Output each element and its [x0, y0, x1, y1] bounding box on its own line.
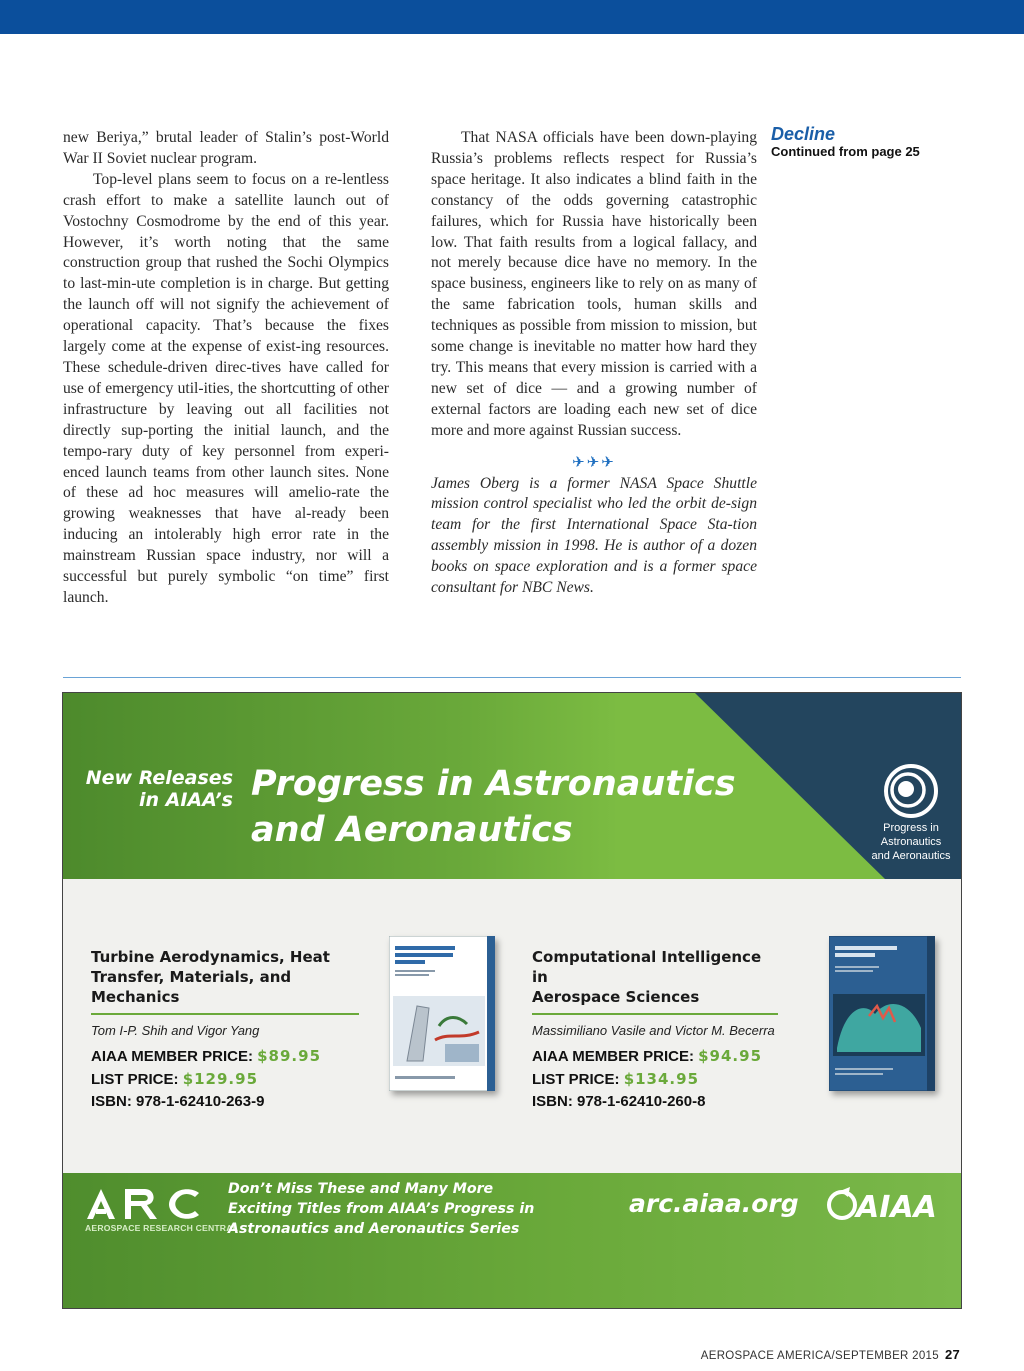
continuation-subtitle: Continued from page 25 — [771, 144, 920, 159]
book-authors: Massimiliano Vasile and Victor M. Becerra — [532, 1023, 775, 1038]
ad-series-title-line: Progress in Astronautics — [251, 764, 736, 804]
continuation-title: Decline — [771, 124, 836, 144]
ad-books-panel — [63, 879, 961, 1173]
ad-kicker-line: New Releases — [85, 767, 233, 789]
advertisement — [62, 692, 962, 1309]
ad-banner — [63, 693, 961, 879]
aiaa-logo-icon[interactable] — [826, 1187, 956, 1221]
article-paragraph: new Beriya,” brutal leader of Stalin’s post-World War II Soviet nuclear program. — [63, 129, 389, 167]
book-title-line: Transfer, Materials, and Mechanics — [91, 968, 292, 1006]
series-logo-text — [867, 821, 955, 863]
progress-series-logo-icon — [883, 763, 939, 819]
book-isbn: ISBN: 978-1-62410-263-9 — [91, 1093, 265, 1110]
top-color-bar — [0, 0, 1024, 34]
ad-series-title — [251, 761, 736, 853]
book-title — [532, 947, 778, 1007]
book-title-line: Turbine Aerodynamics, Heat — [91, 948, 330, 966]
arc-url-link[interactable]: arc.aiaa.org — [629, 1189, 799, 1218]
member-price-label: AIAA MEMBER PRICE: — [532, 1048, 694, 1065]
title-underline — [532, 1013, 778, 1015]
aiaa-logo-text: AIAA — [856, 1190, 937, 1221]
member-price-row — [532, 1045, 778, 1068]
ad-kicker — [86, 767, 233, 811]
series-logo-line: Astronautics — [880, 836, 942, 848]
ad-tagline — [228, 1179, 534, 1239]
section-divider — [63, 677, 961, 678]
member-price-value: $94.95 — [698, 1047, 763, 1065]
member-price-value: $89.95 — [257, 1047, 322, 1065]
author-bio: James Oberg is a former NASA Space Shuttle mission control specialist who led the orbit de-sign team for the first International Space Sta-tion assembly mission in 1998. He is author of a dozen books on space exploration and is a former space consultant for NBC News. — [431, 474, 757, 597]
list-price-value: $134.95 — [623, 1070, 700, 1088]
book-title-line: Computational Intelligence in — [532, 948, 762, 986]
publication-name: AEROSPACE AMERICA/SEPTEMBER 2015 — [700, 1350, 939, 1362]
list-price-row — [532, 1068, 778, 1091]
ad-footer-band — [63, 1173, 961, 1308]
book-cover-computational-image[interactable] — [829, 936, 935, 1091]
arc-subtitle: AEROSPACE RESEARCH CENTRAL — [85, 1223, 239, 1233]
list-price-value: $129.95 — [182, 1070, 259, 1088]
member-price-row — [91, 1045, 359, 1068]
ad-tagline-line: Exciting Titles from AIAA’s Progress in — [228, 1201, 535, 1217]
continuation-note — [771, 124, 971, 159]
article-column-1 — [63, 128, 389, 609]
ad-kicker-line: in AIAA’s — [138, 789, 233, 811]
ad-tagline-line: Don’t Miss These and Many More — [228, 1181, 494, 1197]
book-isbn: ISBN: 978-1-62410-260-8 — [532, 1093, 706, 1110]
book-title — [91, 947, 359, 1007]
article-paragraph: That NASA officials have been down-playing Russia’s problems reflects respect for Russia’s space heritage. It also indicates a blind faith in the constancy of the odds governing catastrophic failures, which for Russia have historically been low. That faith results from a logical fallacy, and not merely because dice have no memory. In the space business, engineers like to rely on as many of the same fabrication tools, human skills and techniques as possible from mission to mission, but some change is inevitable no matter how hard they try. This means that every mission is carried with a new set of dice — and a growing number of external factors are loading each new set of dice more and more against Russian success. — [431, 129, 757, 439]
ad-tagline-line: Astronautics and Aeronautics Series — [228, 1221, 520, 1237]
title-underline — [91, 1013, 359, 1015]
list-price-row — [91, 1068, 359, 1091]
page-footer — [701, 1347, 960, 1362]
article-column-2 — [431, 128, 757, 599]
book-cover-turbine-image[interactable] — [389, 936, 495, 1091]
ad-series-title-line: and Aeronautics — [251, 810, 573, 850]
book-title-line: Aerospace Sciences — [532, 988, 700, 1006]
series-logo-line: Progress in — [883, 822, 939, 834]
series-logo-line: and Aeronautics — [871, 850, 951, 862]
page-number: 27 — [944, 1347, 960, 1362]
book-listing[interactable] — [532, 947, 778, 1113]
article-paragraph: Top-level plans seem to focus on a re-lentless crash effort to make a satellite launch out of Vostochny Cosmodrome by the end of this year. However, it’s worth noting that the same construction group that rushed the Sochi Olympics to last-min-ute completion is in charge. But getting the launch off will not signify the achievement of operational capacity. That’s because the fixes largely come at the expense of exist-ing resources. These schedule-driven direc-tives have called for use of emergency util-ities, the shortcutting of other infrastructure by leaving out all facilities not directly sup-porting the initial launch, and the tempo-rary duty of key personnel from experi-enced launch teams from other launch sites. None of these ad hoc measures will amelio-rate the growing weaknesses that have al-ready been inducing an intolerably high error rate in the mainstream Russian space industry, nor will a successful but purely symbolic “on time” first launch. — [63, 170, 389, 606]
book-listing[interactable] — [91, 947, 359, 1113]
arc-logo-icon[interactable] — [85, 1187, 203, 1221]
book-authors: Tom I-P. Shih and Vigor Yang — [91, 1023, 260, 1038]
list-price-label: LIST PRICE: — [532, 1071, 620, 1088]
member-price-label: AIAA MEMBER PRICE: — [91, 1048, 253, 1065]
section-separator-icon: ✈✈✈ — [572, 452, 616, 471]
list-price-label: LIST PRICE: — [91, 1071, 179, 1088]
